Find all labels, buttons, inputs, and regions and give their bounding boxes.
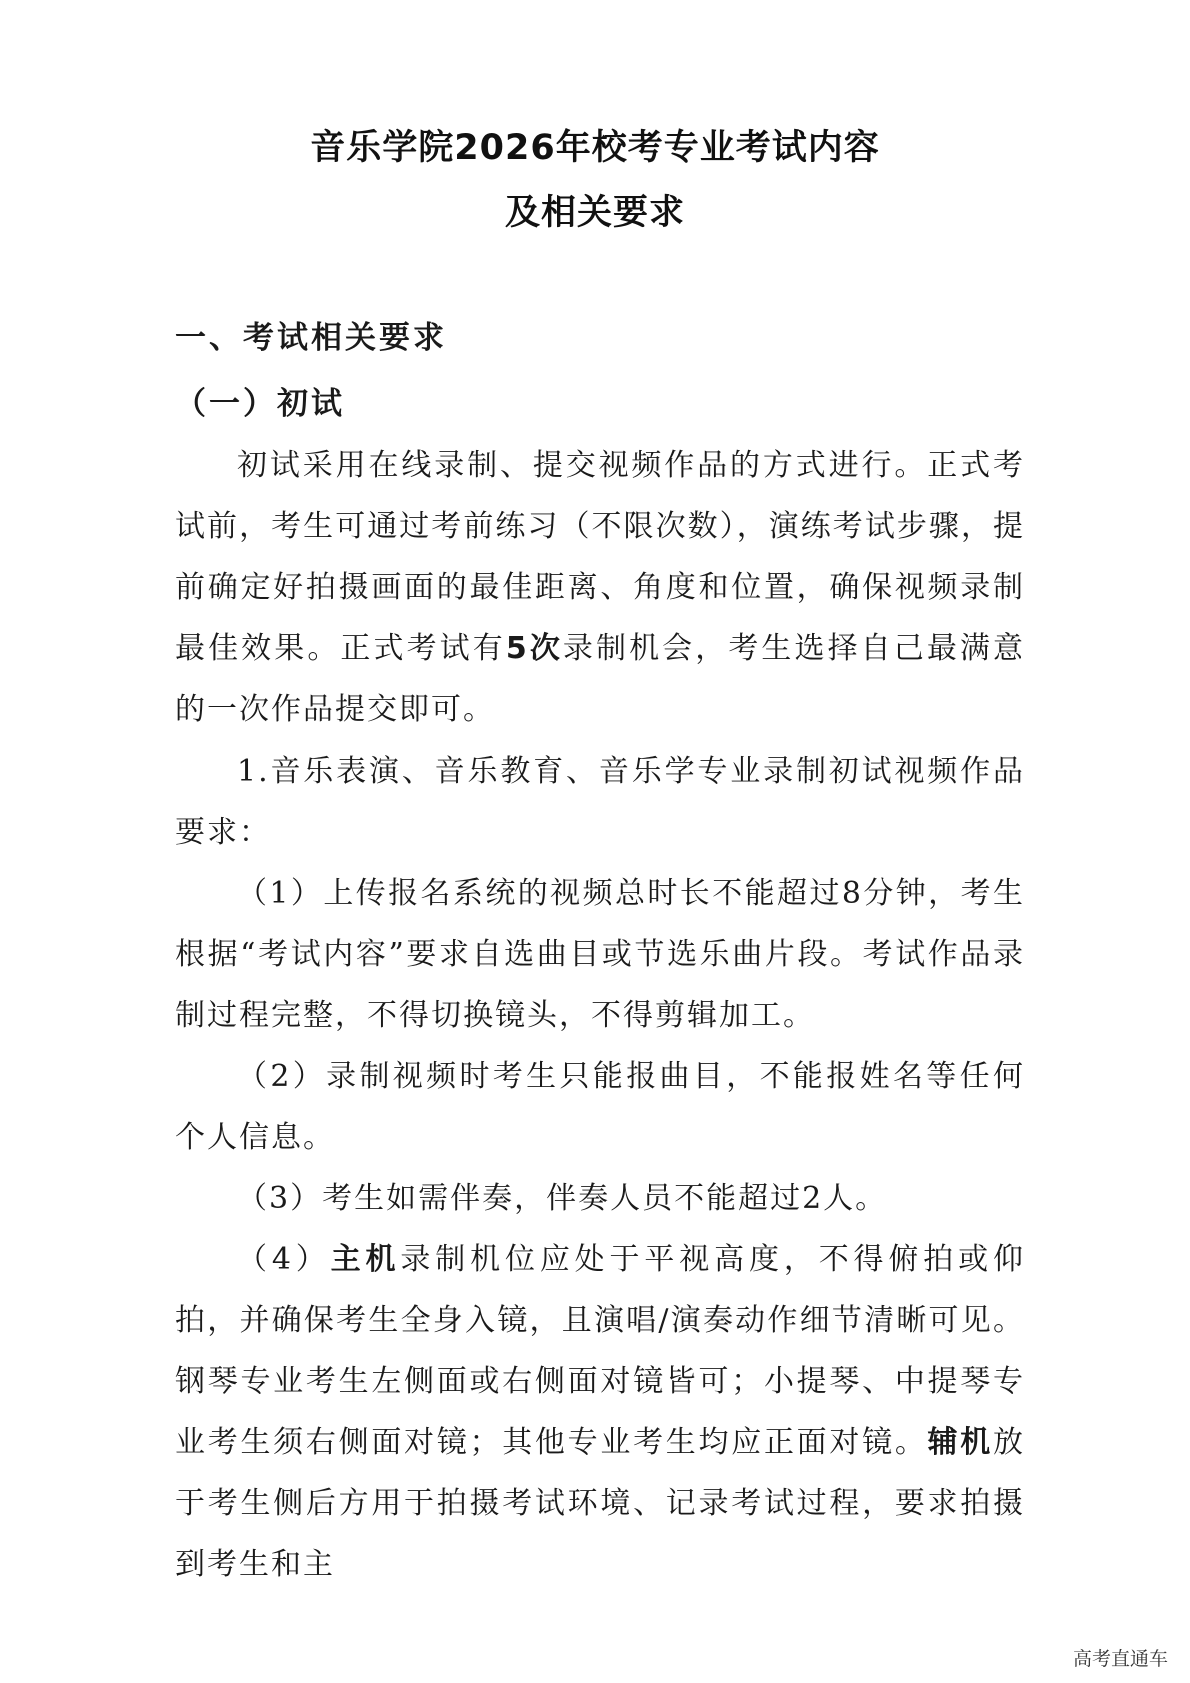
- paragraph-requirement-4-text3: 放于考生侧后方用于拍摄考试环境、记录考试过程，要求拍摄到考生和主: [175, 1425, 1026, 1582]
- document-title-line2: 及相关要求: [504, 193, 685, 233]
- paragraph-requirement-2: （2）录制视频时考生只能报曲目，不能报姓名等任何个人信息。: [175, 1059, 1025, 1155]
- paragraph-intro-text2: 录制机会，考生选择自己最满意的一次作品提交即可。: [175, 631, 1026, 727]
- paragraph-requirement-1: （1）上传报名系统的视频总时长不能超过8分钟，考生根据“考试内容”要求自选曲目或节选乐曲片段。考试作品录制过程完整，不得切换镜头，不得剪辑加工。: [175, 876, 1025, 1033]
- paragraph-requirement-4-bold2: 辅机: [927, 1425, 994, 1460]
- section-heading: 一、考试相关要求: [175, 320, 447, 356]
- paragraph-requirement-4-bold1: 主机: [330, 1242, 401, 1277]
- paragraph-requirement-4-text2: 录制机位应处于平视高度，不得俯拍或仰拍，并确保考生全身入镜，且演唱/演奏动作细节清晰可见。钢琴专业考生左侧面或右侧面对镜皆可；小提琴、中提琴专业考生须右侧面对镜；其他专业考生均应正面对镜。: [175, 1242, 1025, 1460]
- paragraph-intro: [175, 435, 1025, 740]
- paragraph-requirement-3: （3）考生如需伴奏，伴奏人员不能超过2人。: [237, 1181, 888, 1216]
- paragraph-requirement-4-text1: （4）: [237, 1242, 331, 1277]
- watermark-text: 高考直通车: [1072, 1648, 1168, 1670]
- subsection-heading: （一）初试: [175, 386, 345, 422]
- document-title-line1: 音乐学院2026年校考专业考试内容: [310, 128, 880, 168]
- paragraph-intro-bold: 5次: [505, 631, 563, 666]
- paragraph-requirement-4: [175, 1229, 1025, 1595]
- paragraph-intro-text1: 初试采用在线录制、提交视频作品的方式进行。正式考试前，考生可通过考前练习（不限次数），演练考试步骤，提前确定好拍摄画面的最佳距离、角度和位置，确保视频录制最佳效果。正式考试有: [175, 448, 1025, 666]
- paragraph-item-1: 1.音乐表演、音乐教育、音乐学专业录制初试视频作品要求：: [175, 754, 1025, 850]
